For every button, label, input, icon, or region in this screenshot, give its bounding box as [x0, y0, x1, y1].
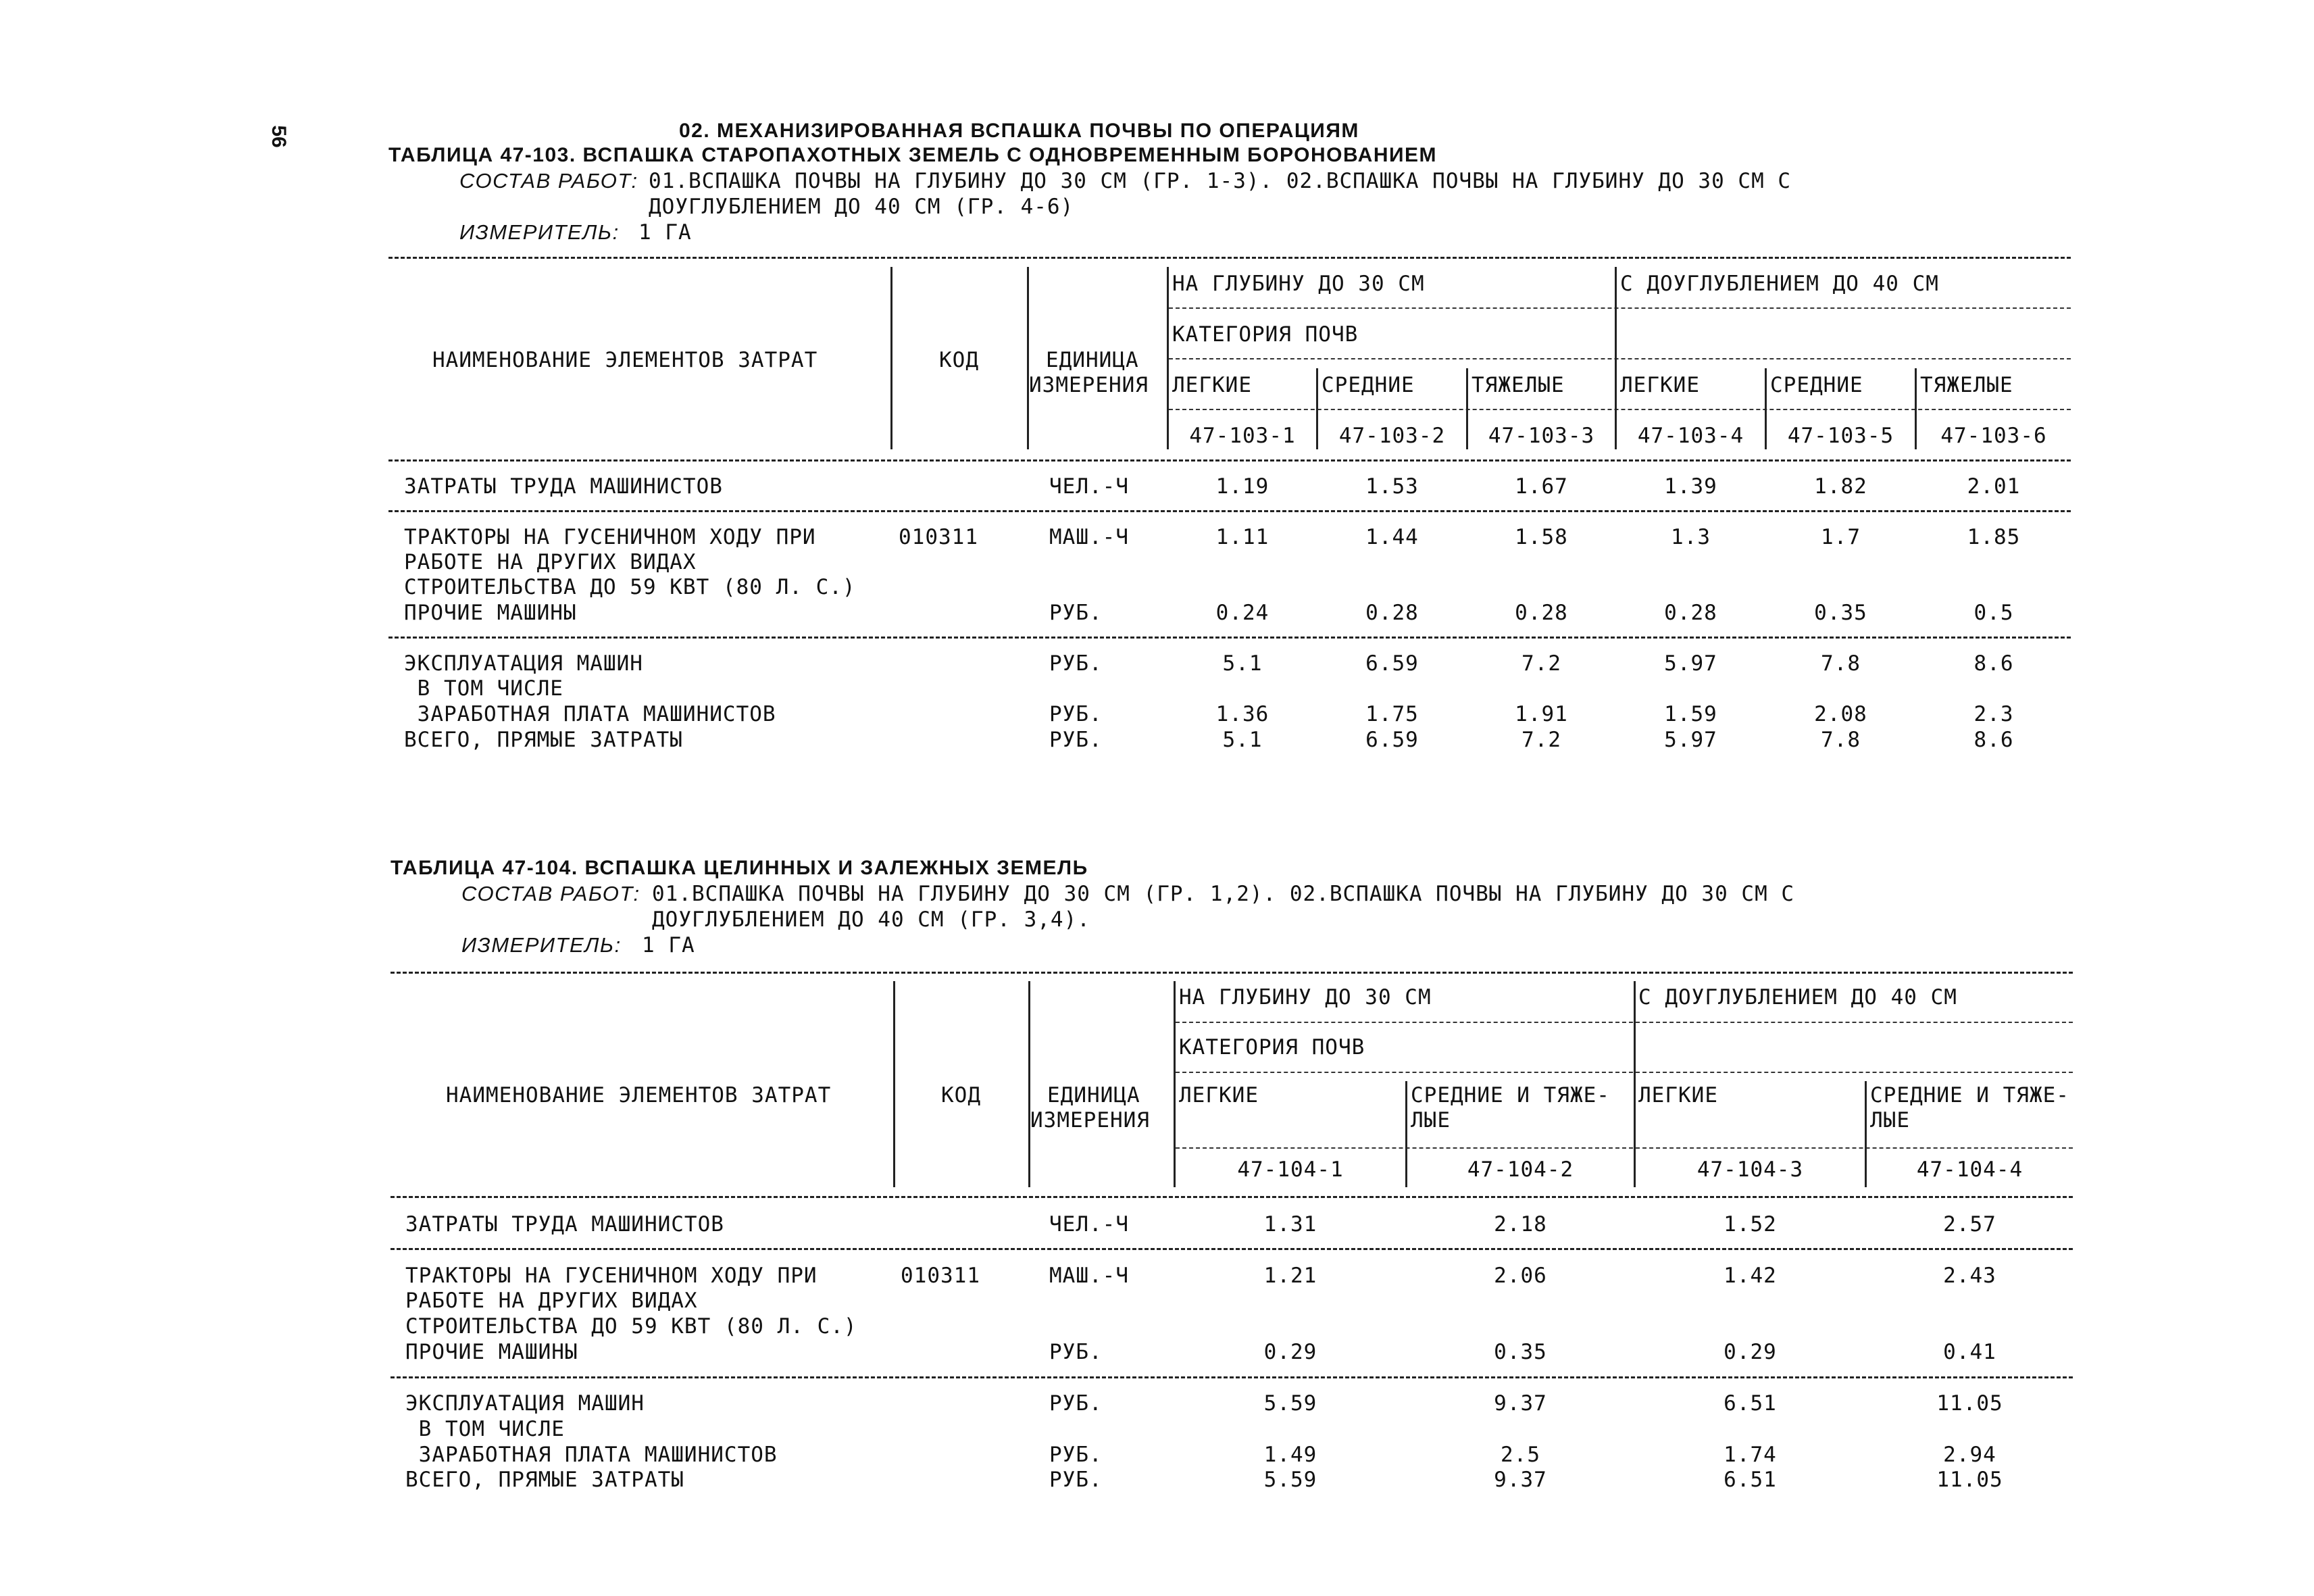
table2-meter-label: ИЗМЕРИТЕЛЬ: [461, 933, 622, 957]
table2-composition-label: СОСТАВ РАБОТ: [461, 882, 640, 905]
table2-cat-4-line1: СРЕДНИЕ И ТЯЖЕ- [1870, 1083, 2069, 1107]
row-value: 1.58 [1515, 525, 1568, 549]
row-value: 0.24 [1215, 601, 1269, 625]
table1-col-code: КОД [939, 348, 979, 372]
row-name-line1: ЭКСПЛУАТАЦИЯ МАШИН [405, 1391, 645, 1416]
row-value: 0.35 [1494, 1340, 1547, 1364]
row-value: 6.59 [1365, 651, 1419, 676]
table2-code-2: 47-104-2 [1467, 1157, 1574, 1182]
row-value: 1.39 [1664, 474, 1717, 499]
row-value: 2.57 [1943, 1212, 1996, 1237]
table2-code-4: 47-104-4 [1916, 1157, 2023, 1182]
row-name-line1: ЭКСПЛУАТАЦИЯ МАШИН [404, 651, 643, 676]
table1-rule-group [1169, 307, 2071, 309]
table2-vrule-unit [1028, 981, 1030, 1187]
row-unit: РУБ. [1049, 651, 1103, 676]
row-unit: РУБ. [1049, 1468, 1103, 1492]
row-name-line2: РАБОТЕ НА ДРУГИХ ВИДАХ [404, 550, 697, 574]
table1-cat-1: ЛЕГКИЕ [1172, 373, 1252, 397]
row-value: 7.8 [1821, 651, 1861, 676]
table1-composition-label: СОСТАВ РАБОТ: [459, 169, 638, 193]
row-value: 0.28 [1515, 601, 1568, 625]
table1-composition-line2: ДОУГЛУБЛЕНИЕМ ДО 40 СМ (ГР. 4-6) [649, 195, 1074, 219]
row-unit: РУБ. [1049, 1340, 1103, 1364]
table2-cat-3: ЛЕГКИЕ [1638, 1083, 1718, 1107]
row-value: 1.3 [1671, 525, 1711, 549]
table1-col-unit-1: ЕДИНИЦА [1046, 348, 1139, 372]
row-name-line2: В ТОМ ЧИСЛЕ [404, 676, 563, 701]
row-value: 1.44 [1365, 525, 1419, 549]
row-value: 5.1 [1222, 728, 1263, 752]
row-name-line3: СТРОИТЕЛЬСТВА ДО 59 КВТ (80 Л. С.) [404, 575, 856, 599]
table1-group1: НА ГЛУБИНУ ДО 30 СМ [1172, 272, 1425, 296]
row-value: 0.29 [1263, 1340, 1317, 1364]
row-value: 1.82 [1814, 474, 1867, 499]
row-value: 0.5 [1973, 601, 2014, 625]
table1-code-4: 47-103-4 [1637, 424, 1744, 448]
row-code: 010311 [899, 525, 978, 549]
table2-soil-category: КАТЕГОРИЯ ПОЧВ [1179, 1035, 1365, 1059]
row-name: ПРОЧИЕ МАШИНЫ [404, 601, 577, 625]
row-value: 6.51 [1724, 1468, 1777, 1492]
row-value: 7.2 [1521, 728, 1561, 752]
table1-meter-value: 1 ГА [638, 220, 692, 245]
row-value: 2.43 [1943, 1264, 1996, 1288]
row-value: 0.29 [1724, 1340, 1777, 1364]
table1-cat-6: ТЯЖЕЛЫЕ [1920, 373, 2013, 397]
table1-cat-3: ТЯЖЕЛЫЕ [1472, 373, 1565, 397]
table1-code-2: 47-103-2 [1338, 424, 1446, 448]
row-value: 1.11 [1215, 525, 1269, 549]
row-name: ВСЕГО, ПРЯМЫЕ ЗАТРАТЫ [405, 1468, 684, 1492]
row-value: 1.53 [1365, 474, 1419, 499]
row-value: 7.2 [1521, 651, 1561, 676]
row-value: 2.18 [1494, 1212, 1547, 1237]
table2-code-1: 47-104-1 [1237, 1157, 1344, 1182]
row-value: 1.75 [1365, 702, 1419, 726]
table2-col-unit-2: ИЗМЕРЕНИЯ [1030, 1108, 1150, 1132]
table2-cat-4-line2: ЛЫЕ [1870, 1108, 1910, 1132]
table1-rule-row1 [388, 510, 2071, 512]
table2-group1: НА ГЛУБИНУ ДО 30 СМ [1179, 985, 1432, 1009]
table1-cat-5: СРЕДНИЕ [1770, 373, 1863, 397]
table2-rule-header-bottom [391, 1196, 2073, 1198]
row-name-line1: ТРАКТОРЫ НА ГУСЕНИЧНОМ ХОДУ ПРИ [404, 525, 816, 549]
table2-rule-group [1176, 1022, 2073, 1023]
table1-code-3: 47-103-3 [1488, 424, 1595, 448]
table2-group2: С ДОУГЛУБЛЕНИЕМ ДО 40 СМ [1638, 985, 1957, 1009]
row-value: 1.42 [1724, 1264, 1777, 1288]
table1-cat-4: ЛЕГКИЕ [1620, 373, 1700, 397]
row-name-line2: РАБОТЕ НА ДРУГИХ ВИДАХ [405, 1289, 698, 1313]
row-unit: РУБ. [1049, 1391, 1103, 1416]
table1-vrule-code [890, 267, 892, 449]
row-value: 2.3 [1973, 702, 2014, 726]
table1-code-1: 47-103-1 [1189, 424, 1296, 448]
row-value: 2.94 [1943, 1443, 1996, 1467]
table1-vrule-c4 [1615, 267, 1617, 449]
table2-meter-value: 1 ГА [642, 933, 695, 957]
table1-rule-top [388, 257, 2071, 259]
row-value: 2.06 [1494, 1264, 1547, 1288]
row-unit: МАШ.-Ч [1049, 1264, 1129, 1288]
table1-code-5: 47-103-5 [1787, 424, 1894, 448]
table1-meter-label: ИЗМЕРИТЕЛЬ: [459, 220, 620, 244]
table2-cat-2-line1: СРЕДНИЕ И ТЯЖЕ- [1411, 1083, 1610, 1107]
table1-col-unit-2: ИЗМЕРЕНИЯ [1029, 373, 1149, 397]
table2-composition-line1: 01.ВСПАШКА ПОЧВЫ НА ГЛУБИНУ ДО 30 СМ (ГР. 1,2). 02.ВСПАШКА ПОЧВЫ НА ГЛУБИНУ ДО 30 СМ С [652, 882, 1795, 906]
row-value: 1.21 [1263, 1264, 1317, 1288]
row-value: 11.05 [1936, 1468, 2003, 1492]
row-code: 010311 [901, 1264, 980, 1288]
table2-rule-row1 [391, 1248, 2073, 1250]
row-value: 2.5 [1501, 1443, 1540, 1467]
row-value: 1.7 [1821, 525, 1861, 549]
row-unit: РУБ. [1049, 702, 1103, 726]
table2-code-3: 47-104-3 [1696, 1157, 1804, 1182]
table2-cat-1: ЛЕГКИЕ [1179, 1083, 1259, 1107]
table1-title: ТАБЛИЦА 47-103. ВСПАШКА СТАРОПАХОТНЫХ ЗЕМЕЛЬ С ОДНОВРЕМЕННЫМ БОРОНОВАНИЕМ [388, 144, 1438, 166]
row-value: 6.51 [1724, 1391, 1777, 1416]
page-number: 56 [268, 125, 290, 148]
table1-rule-row3 [388, 637, 2071, 639]
table1-rule-category [1169, 358, 2071, 359]
row-name-line3: СТРОИТЕЛЬСТВА ДО 59 КВТ (80 Л. С.) [405, 1314, 857, 1339]
table2-rule-top [391, 972, 2073, 974]
row-value: 1.49 [1263, 1443, 1317, 1467]
table1-col-name: НАИМЕНОВАНИЕ ЭЛЕМЕНТОВ ЗАТРАТ [432, 348, 818, 372]
row-value: 0.41 [1943, 1340, 1996, 1364]
row-value: 1.67 [1515, 474, 1568, 499]
table2-col-name: НАИМЕНОВАНИЕ ЭЛЕМЕНТОВ ЗАТРАТ [446, 1083, 832, 1107]
row-value: 1.91 [1515, 702, 1568, 726]
table1-rule-header-bottom [388, 459, 2071, 462]
table2-rule-subcategory [1176, 1147, 2073, 1149]
row-name: ВСЕГО, ПРЯМЫЕ ЗАТРАТЫ [404, 728, 683, 752]
row-value: 11.05 [1936, 1391, 2003, 1416]
table1-soil-category: КАТЕГОРИЯ ПОЧВ [1172, 322, 1359, 347]
row-value: 5.97 [1664, 651, 1717, 676]
section-title: 02. МЕХАНИЗИРОВАННАЯ ВСПАШКА ПОЧВЫ ПО ОПЕРАЦИЯМ [679, 120, 1359, 142]
row-value: 9.37 [1494, 1468, 1547, 1492]
row-name: ПРОЧИЕ МАШИНЫ [405, 1340, 578, 1364]
row-value: 1.59 [1664, 702, 1717, 726]
row-name: ЗАРАБОТНАЯ ПЛАТА МАШИНИСТОВ [404, 702, 776, 726]
table2-cat-2-line2: ЛЫЕ [1411, 1108, 1451, 1132]
row-name-line2: В ТОМ ЧИСЛЕ [405, 1417, 565, 1441]
row-value: 0.35 [1814, 601, 1867, 625]
row-value: 1.85 [1967, 525, 2021, 549]
table2-composition-line2: ДОУГЛУБЛЕНИЕМ ДО 40 СМ (ГР. 3,4). [652, 907, 1090, 932]
row-unit: РУБ. [1049, 728, 1103, 752]
table1-vrule-unit [1027, 267, 1029, 449]
row-name: ЗАТРАТЫ ТРУДА МАШИНИСТОВ [404, 474, 723, 499]
table1-group2: С ДОУГЛУБЛЕНИЕМ ДО 40 СМ [1620, 272, 1939, 296]
row-value: 1.74 [1724, 1443, 1777, 1467]
row-value: 1.19 [1215, 474, 1269, 499]
row-value: 9.37 [1494, 1391, 1547, 1416]
row-value: 1.36 [1215, 702, 1269, 726]
row-name: ЗАРАБОТНАЯ ПЛАТА МАШИНИСТОВ [405, 1443, 778, 1467]
row-unit: РУБ. [1049, 601, 1103, 625]
row-value: 5.59 [1263, 1468, 1317, 1492]
row-value: 8.6 [1973, 651, 2014, 676]
table2-title: ТАБЛИЦА 47-104. ВСПАШКА ЦЕЛИННЫХ И ЗАЛЕЖНЫХ ЗЕМЕЛЬ [391, 857, 1088, 879]
row-unit: РУБ. [1049, 1443, 1103, 1467]
row-unit: ЧЕЛ.-Ч [1049, 474, 1129, 499]
table2-vrule-values [1174, 981, 1176, 1187]
row-value: 0.28 [1664, 601, 1717, 625]
table2-col-code: КОД [941, 1083, 981, 1107]
table1-code-6: 47-103-6 [1940, 424, 2047, 448]
row-value: 7.8 [1821, 728, 1861, 752]
table1-composition-line1: 01.ВСПАШКА ПОЧВЫ НА ГЛУБИНУ ДО 30 СМ (ГР. 1-3). 02.ВСПАШКА ПОЧВЫ НА ГЛУБИНУ ДО 30 СМ С [649, 169, 1792, 193]
row-name: ЗАТРАТЫ ТРУДА МАШИНИСТОВ [405, 1212, 724, 1237]
table2-vrule-code [893, 981, 895, 1187]
row-value: 1.31 [1263, 1212, 1317, 1237]
row-value: 8.6 [1973, 728, 2014, 752]
table2-rule-row3 [391, 1376, 2073, 1378]
row-value: 0.28 [1365, 601, 1419, 625]
row-value: 5.97 [1664, 728, 1717, 752]
row-value: 5.59 [1263, 1391, 1317, 1416]
row-name-line1: ТРАКТОРЫ НА ГУСЕНИЧНОМ ХОДУ ПРИ [405, 1264, 818, 1288]
row-value: 2.08 [1814, 702, 1867, 726]
row-value: 1.52 [1724, 1212, 1777, 1237]
row-value: 5.1 [1222, 651, 1263, 676]
table1-vrule-values [1167, 267, 1169, 449]
table1-cat-2: СРЕДНИЕ [1322, 373, 1415, 397]
table2-vrule-c3 [1634, 981, 1636, 1187]
table2-rule-category [1176, 1072, 2073, 1073]
table1-rule-subcategory [1169, 409, 2071, 410]
table2-col-unit-1: ЕДИНИЦА [1047, 1083, 1140, 1107]
row-value: 6.59 [1365, 728, 1419, 752]
row-unit: ЧЕЛ.-Ч [1049, 1212, 1129, 1237]
row-unit: МАШ.-Ч [1049, 525, 1129, 549]
row-value: 2.01 [1967, 474, 2021, 499]
